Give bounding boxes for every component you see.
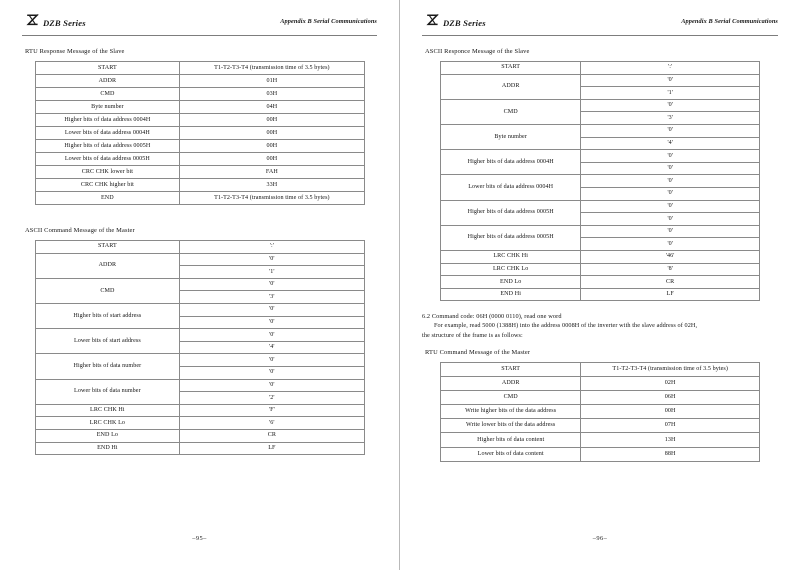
table-rtu-response-message [35,61,365,205]
row-value: T1-T2-T3-T4 (transmission time of 3.5 bytes) [581,362,760,376]
row-value: CR [180,429,364,442]
row-label: Higher bits of data address 0005H [441,225,581,250]
row-value: FAH [180,166,364,179]
row-value: '0' [180,278,364,291]
row-value: '0' [180,329,364,342]
row-value: '0' [581,200,760,213]
table-row [35,101,364,114]
row-label: END Hi [35,442,180,455]
table-row [441,225,760,238]
table-row [441,405,760,419]
brand [426,14,486,28]
page-number-right: –96– [592,535,608,542]
table-row [35,166,364,179]
table-row [35,140,364,153]
table-body [441,62,760,301]
table-caption-rtu-response: RTU Response Message of the Slave [25,48,125,55]
row-value: '0' [581,99,760,112]
page-header [422,14,778,36]
company-logo-icon [426,14,439,26]
row-value: T1-T2-T3-T4 (transmission time of 3.5 bytes) [180,192,364,205]
table-row [35,429,364,442]
table-row [441,74,760,87]
row-value: '4' [180,341,364,354]
row-label: ADDR [35,75,180,88]
row-label: ADDR [441,74,581,99]
row-label: Higher bits of data address 0004H [441,150,581,175]
section-paragraph-line2: the structure of the frame is as follows: [422,331,523,339]
table-caption-ascii-command: ASCII Command Message of the Master [25,227,135,234]
row-label: Higher bits of data address 0004H [35,114,180,127]
table-row [441,419,760,433]
table-row [441,376,760,390]
row-value: 06H [581,390,760,404]
row-value: '3' [581,112,760,125]
row-label: END Lo [441,276,581,289]
table-row [441,250,760,263]
header-appendix-title: Appendix B Serial Communications [681,18,778,25]
row-value: 33H [180,179,364,192]
row-label: Higher bits of data address 0005H [35,140,180,153]
row-label: CMD [35,278,180,303]
table-row [35,404,364,417]
section-paragraph-line1: For example, read 5000 (1388H) into the address 0008H of the inverter with the slave address of 02H, [434,322,698,330]
row-value: '3' [180,291,364,304]
row-value: 00H [180,140,364,153]
row-label: CMD [441,99,581,124]
row-value: 13H [581,433,760,447]
table-row [35,153,364,166]
row-label: START [441,362,581,376]
row-value: '0' [581,124,760,137]
table-ascii-response-message [440,61,760,301]
table-row [35,417,364,430]
row-label: CMD [441,390,581,404]
row-value: '0' [180,354,364,367]
table-caption-rtu-command: RTU Command Message of the Master [425,348,531,356]
table-row [35,114,364,127]
table-row [35,241,364,254]
table-row [35,253,364,266]
row-value: 02H [581,376,760,390]
row-value: 00H [180,153,364,166]
row-label: Higher bits of start address [35,303,180,328]
row-value: LF [180,442,364,455]
row-label: ADDR [441,376,581,390]
table-body [35,62,364,205]
row-label: END Lo [35,429,180,442]
row-label: Lower bits of start address [35,329,180,354]
row-value: '1' [180,266,364,279]
row-value: '0' [581,225,760,238]
table-row [35,329,364,342]
row-label: Write lower bits of the data address [441,419,581,433]
row-value: '0' [581,150,760,163]
row-label: Write higher bits of the data address [441,405,581,419]
row-label: Lower bits of data number [35,379,180,404]
table-row [441,390,760,404]
table-body [441,362,760,461]
row-label: LRC CHK Lo [441,263,581,276]
page-right [400,0,800,570]
row-value: '4' [581,137,760,150]
row-value: '6' [180,417,364,430]
row-value: 01H [180,75,364,88]
row-label: Lower bits of data address 0005H [35,153,180,166]
table-row [441,276,760,289]
table-row [441,99,760,112]
table-row [35,127,364,140]
table-row [35,179,364,192]
table-row [441,433,760,447]
row-value: '0' [581,74,760,87]
row-value: '0' [581,213,760,226]
table-row [35,278,364,291]
row-value: 88H [581,447,760,461]
table-row [441,288,760,301]
table-body [35,241,364,455]
table-row [35,62,364,75]
row-value: 07H [581,419,760,433]
row-value: 00H [581,405,760,419]
row-label: Higher bits of data address 0005H [441,200,581,225]
row-label: START [441,62,581,75]
table-row [441,200,760,213]
page-number-left: –95– [192,535,207,542]
row-value: '0' [581,162,760,175]
row-value: T1-T2-T3-T4 (transmission time of 3.5 bytes) [180,62,364,75]
row-value: ':' [180,241,364,254]
row-value: 00H [180,127,364,140]
row-label: LRC CHK Hi [441,250,581,263]
row-value: ':' [581,62,760,75]
row-value: '0' [180,253,364,266]
row-label: Lower bits of data content [441,447,581,461]
row-value: '0' [581,187,760,200]
row-value: '0' [180,303,364,316]
row-label: CRC CHK higher bit [35,179,180,192]
row-value: '0' [581,175,760,188]
row-value: '1' [581,87,760,100]
row-value: 'F' [180,404,364,417]
row-label: LRC CHK Hi [35,404,180,417]
table-row [441,263,760,276]
table-row [441,175,760,188]
row-label: ADDR [35,253,180,278]
row-label: Lower bits of data address 0004H [35,127,180,140]
row-label: END Hi [441,288,581,301]
company-logo-icon [26,14,39,26]
row-label: CMD [35,88,180,101]
row-label: START [35,62,180,75]
row-label: Higher bits of data content [441,433,581,447]
row-label: LRC CHK Lo [35,417,180,430]
page-left-body [22,36,377,455]
row-value: '46' [581,250,760,263]
row-label: END [35,192,180,205]
row-label: Byte number [35,101,180,114]
row-value: '0' [581,238,760,251]
section-heading-6-2: 6.2 Command code: 06H (0000 0110), read one word [422,313,562,321]
row-value: 04H [180,101,364,114]
row-label: START [35,241,180,254]
row-value: '0' [180,379,364,392]
row-label: CRC CHK lower bit [35,166,180,179]
row-value: '8' [581,263,760,276]
page-header [22,14,377,36]
row-label: Lower bits of data address 0004H [441,175,581,200]
row-value: LF [581,288,760,301]
table-row [35,303,364,316]
table-row [35,192,364,205]
row-value: '2' [180,392,364,405]
table-row [35,354,364,367]
row-value: '0' [180,316,364,329]
row-label: Higher bits of data number [35,354,180,379]
header-brand-text: DZB Series [443,18,486,28]
table-row [441,62,760,75]
table-row [35,75,364,88]
header-appendix-title: Appendix B Serial Communications [280,18,377,25]
brand [26,14,86,28]
table-rtu-command-message [440,362,760,462]
table-row [441,150,760,163]
table-row [35,442,364,455]
header-brand-text: DZB Series [43,18,86,28]
row-value: CR [581,276,760,289]
table-row [441,447,760,461]
row-value: 00H [180,114,364,127]
table-row [441,124,760,137]
table-row [441,362,760,376]
row-value: 03H [180,88,364,101]
table-ascii-command-message [35,240,365,455]
table-caption-ascii-response: ASCII Responce Message of the Slave [425,48,530,55]
table-row [35,88,364,101]
row-label: Byte number [441,124,581,149]
row-value: '0' [180,366,364,379]
table-row [35,379,364,392]
page-right-body [422,36,778,462]
